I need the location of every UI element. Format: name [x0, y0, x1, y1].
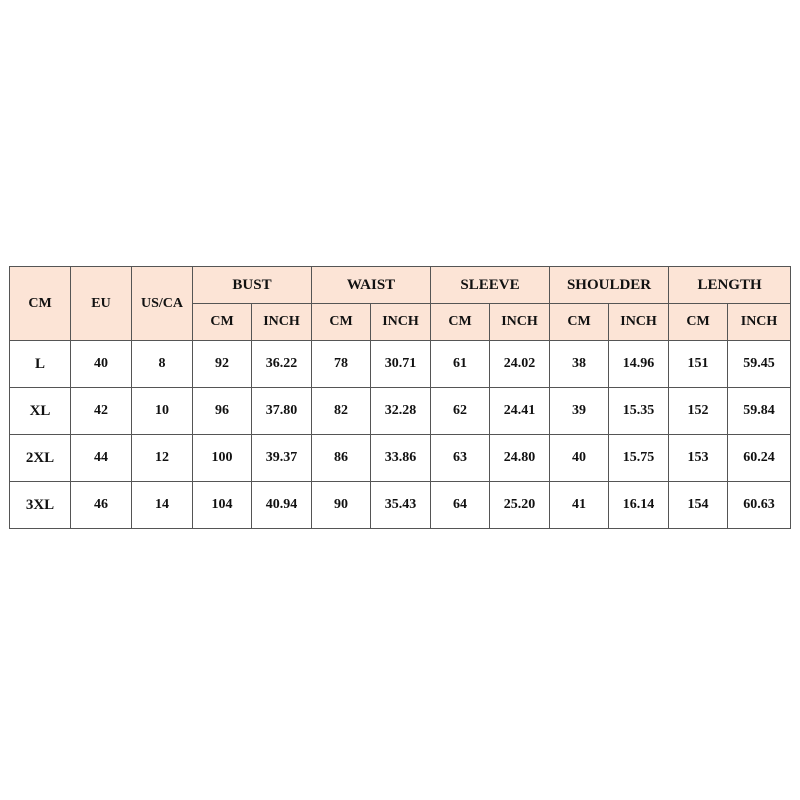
table-row	[10, 341, 791, 388]
length-inch-cell: 60.63	[728, 482, 791, 529]
header-bust-cm: CM	[193, 304, 252, 341]
header-shoulder-inch: INCH	[609, 304, 669, 341]
header-bust-inch: INCH	[252, 304, 312, 341]
shoulder-cm-cell: 41	[550, 482, 609, 529]
header-shoulder: SHOULDER	[550, 267, 669, 304]
header-sleeve-cm: CM	[431, 304, 490, 341]
sleeve-inch-cell: 24.80	[490, 435, 550, 482]
waist-cm-cell: 78	[312, 341, 371, 388]
shoulder-inch-cell: 15.35	[609, 388, 669, 435]
header-waist-inch: INCH	[371, 304, 431, 341]
usca-cell: 8	[132, 341, 193, 388]
header-bust: BUST	[193, 267, 312, 304]
waist-inch-cell: 30.71	[371, 341, 431, 388]
shoulder-cm-cell: 38	[550, 341, 609, 388]
table-row	[10, 388, 791, 435]
header-shoulder-cm: CM	[550, 304, 609, 341]
size-chart-table	[9, 266, 791, 529]
header-sleeve-inch: INCH	[490, 304, 550, 341]
shoulder-cm-cell: 39	[550, 388, 609, 435]
length-inch-cell: 59.45	[728, 341, 791, 388]
size-cell: XL	[10, 388, 71, 435]
sleeve-cm-cell: 64	[431, 482, 490, 529]
sleeve-inch-cell: 25.20	[490, 482, 550, 529]
usca-cell: 12	[132, 435, 193, 482]
header-length-inch: INCH	[728, 304, 791, 341]
length-cm-cell: 152	[669, 388, 728, 435]
eu-cell: 40	[71, 341, 132, 388]
shoulder-inch-cell: 16.14	[609, 482, 669, 529]
sleeve-cm-cell: 63	[431, 435, 490, 482]
header-usca: US/CA	[132, 267, 193, 341]
bust-inch-cell: 37.80	[252, 388, 312, 435]
waist-inch-cell: 35.43	[371, 482, 431, 529]
length-cm-cell: 151	[669, 341, 728, 388]
table-row	[10, 435, 791, 482]
bust-inch-cell: 40.94	[252, 482, 312, 529]
waist-inch-cell: 32.28	[371, 388, 431, 435]
header-length-cm: CM	[669, 304, 728, 341]
bust-cm-cell: 96	[193, 388, 252, 435]
shoulder-inch-cell: 15.75	[609, 435, 669, 482]
bust-inch-cell: 39.37	[252, 435, 312, 482]
length-cm-cell: 154	[669, 482, 728, 529]
sleeve-inch-cell: 24.02	[490, 341, 550, 388]
eu-cell: 42	[71, 388, 132, 435]
header-cm: CM	[10, 267, 71, 341]
sleeve-cm-cell: 61	[431, 341, 490, 388]
bust-cm-cell: 100	[193, 435, 252, 482]
bust-cm-cell: 92	[193, 341, 252, 388]
size-cell: 2XL	[10, 435, 71, 482]
waist-inch-cell: 33.86	[371, 435, 431, 482]
size-cell: 3XL	[10, 482, 71, 529]
length-inch-cell: 59.84	[728, 388, 791, 435]
usca-cell: 14	[132, 482, 193, 529]
sleeve-cm-cell: 62	[431, 388, 490, 435]
size-cell: L	[10, 341, 71, 388]
length-cm-cell: 153	[669, 435, 728, 482]
waist-cm-cell: 86	[312, 435, 371, 482]
header-eu: EU	[71, 267, 132, 341]
eu-cell: 44	[71, 435, 132, 482]
waist-cm-cell: 90	[312, 482, 371, 529]
sleeve-inch-cell: 24.41	[490, 388, 550, 435]
length-inch-cell: 60.24	[728, 435, 791, 482]
shoulder-cm-cell: 40	[550, 435, 609, 482]
bust-inch-cell: 36.22	[252, 341, 312, 388]
bust-cm-cell: 104	[193, 482, 252, 529]
header-length: LENGTH	[669, 267, 791, 304]
header-sleeve: SLEEVE	[431, 267, 550, 304]
header-waist: WAIST	[312, 267, 431, 304]
usca-cell: 10	[132, 388, 193, 435]
table-row	[10, 482, 791, 529]
waist-cm-cell: 82	[312, 388, 371, 435]
header-row-groups	[10, 267, 791, 304]
header-waist-cm: CM	[312, 304, 371, 341]
shoulder-inch-cell: 14.96	[609, 341, 669, 388]
eu-cell: 46	[71, 482, 132, 529]
